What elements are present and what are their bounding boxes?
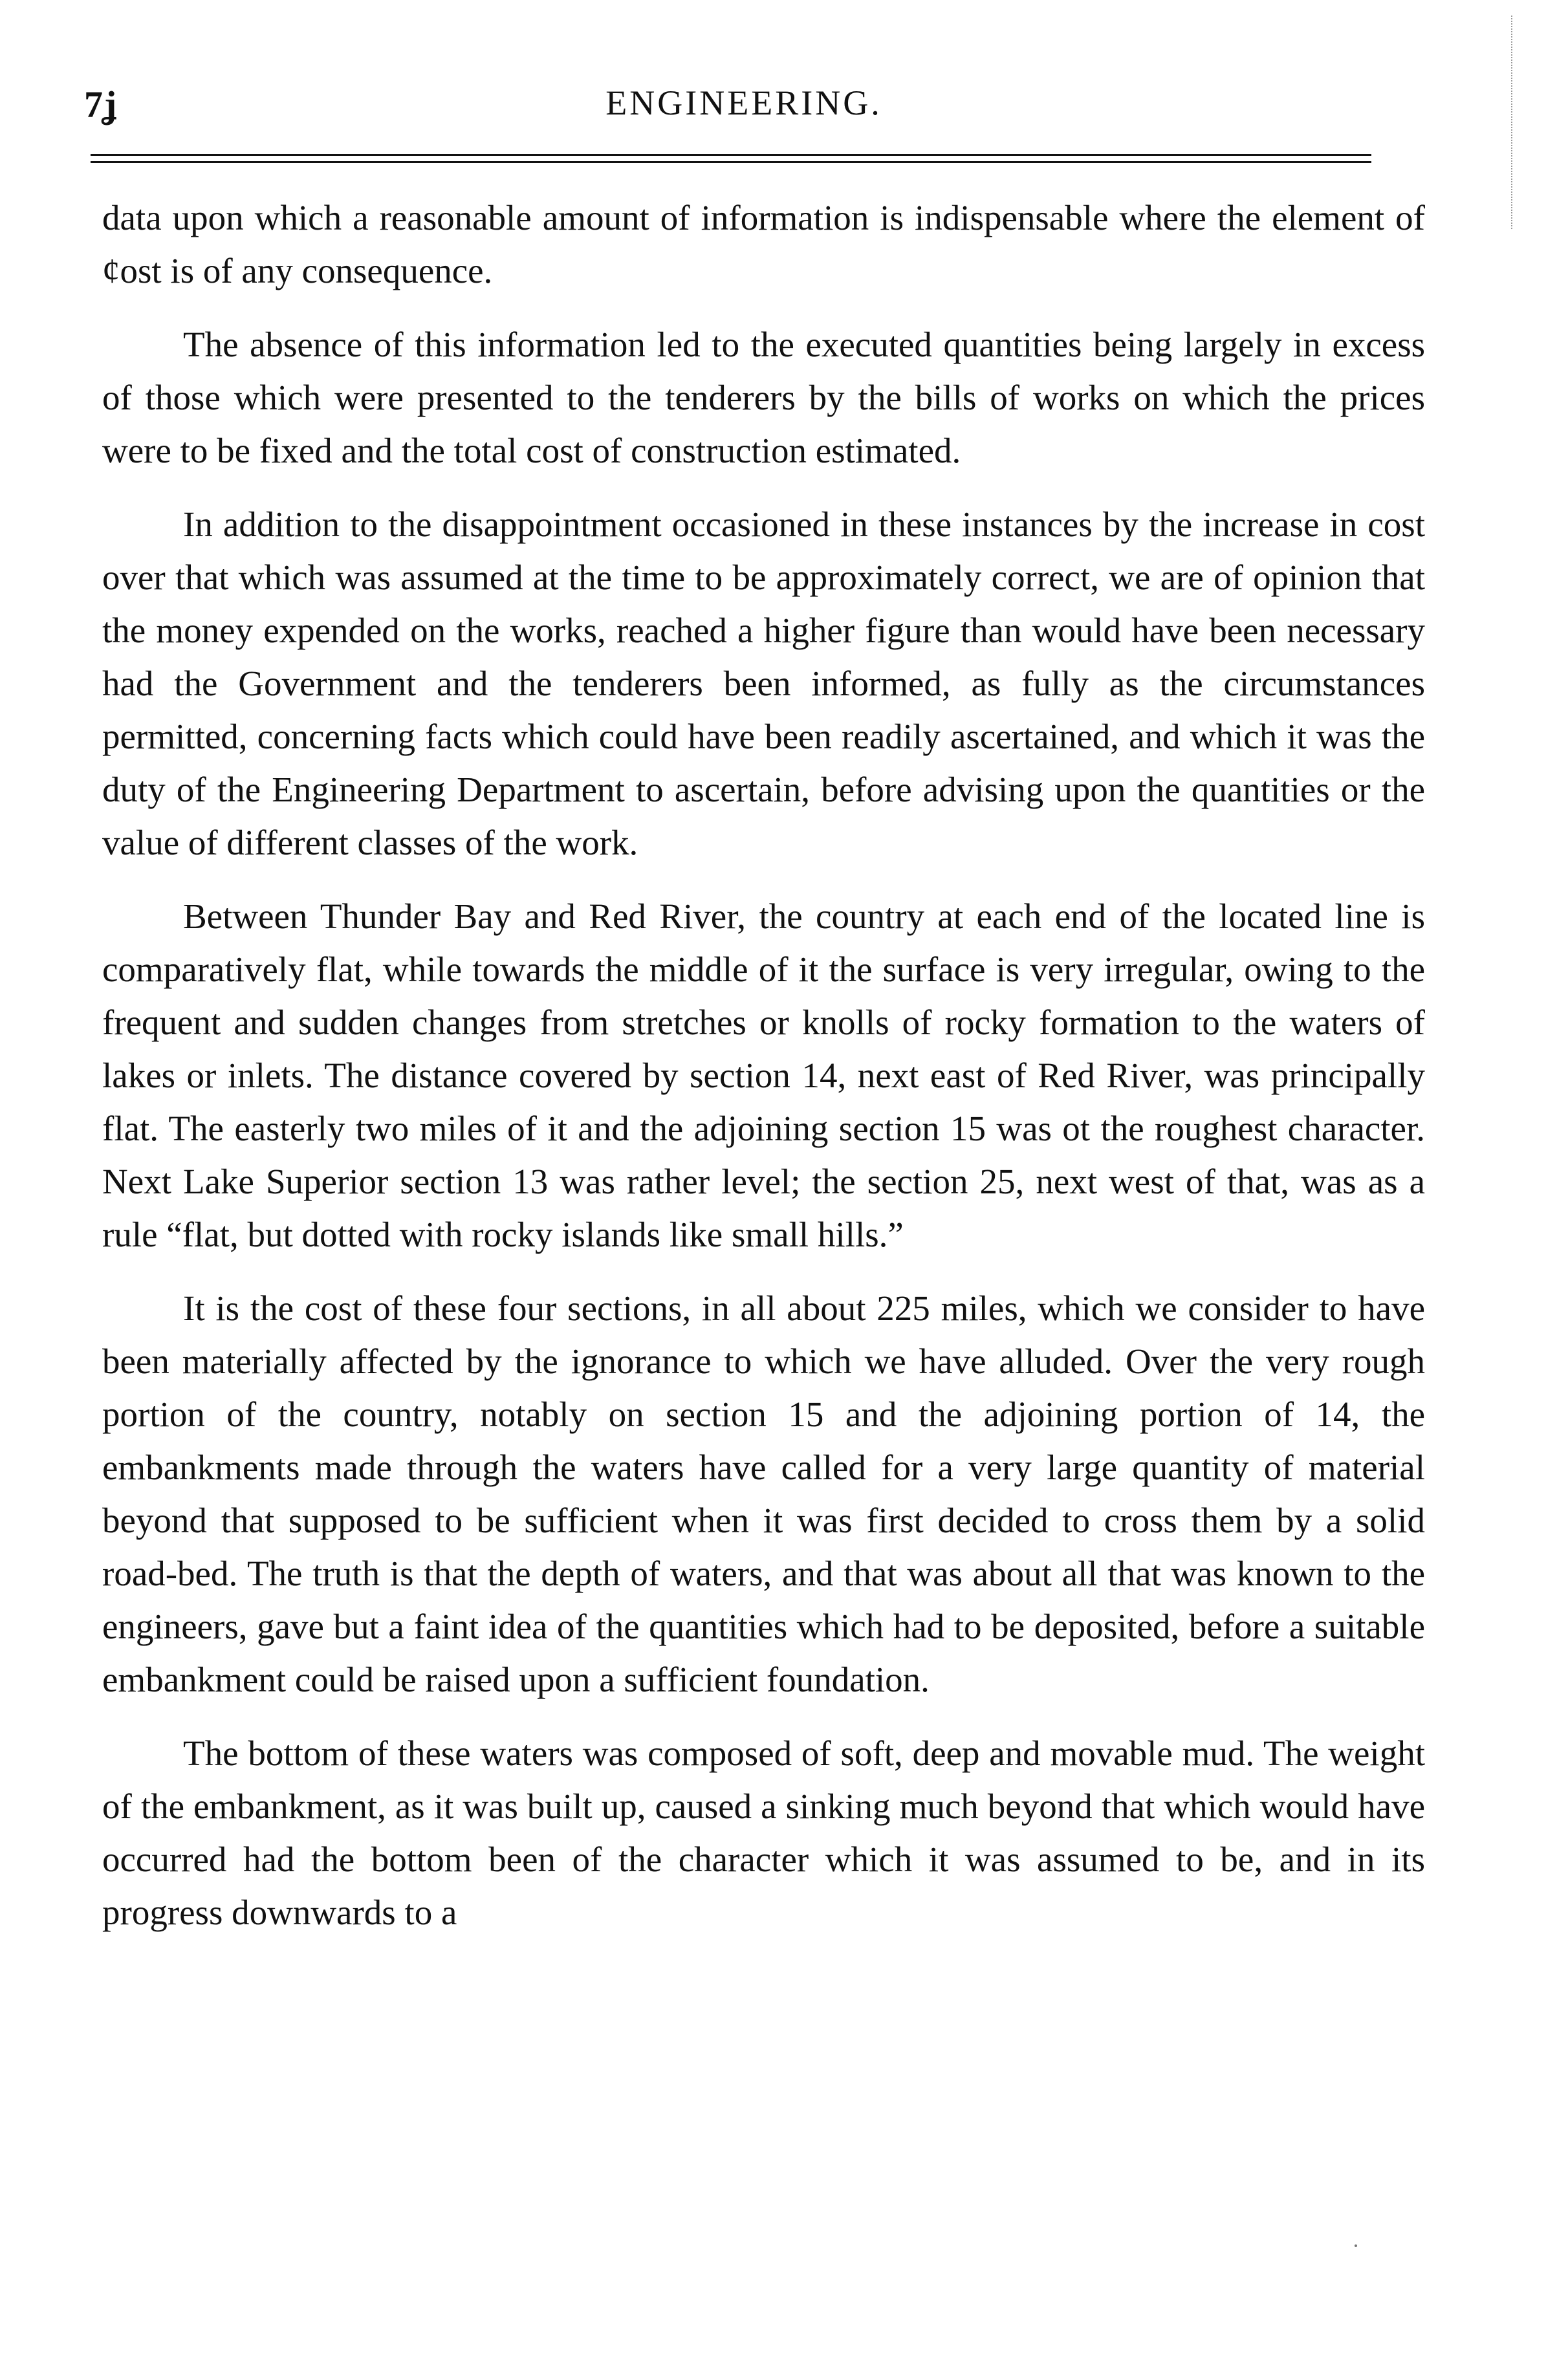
paragraph: Between Thunder Bay and Red River, the country at each end of the located line is comparatively flat, while towards the middle of it the surface is very irregular, owing to the frequent and sudden changes from stretches or knolls of rocky formation to the waters of lakes or inlets. The distance covered by section 14, next east of Red River, was principally flat. The easterly two miles of it and the adjoining section 15 was ot the roughest character. Next Lake Superior section 13 was rather level; the section 25, next west of that, was as a rule “flat, but dotted with rocky islands like small hills.” [102, 896, 1425, 1254]
scan-speck [1355, 2244, 1357, 2247]
scan-edge-mark [1511, 16, 1514, 229]
body-text [102, 191, 1425, 1939]
paragraph: It is the cost of these four sections, in all about 225 miles, which we consider to have been materially affected by the ignorance to which we have alluded. Over the very rough portion of the country, notably on section 15 and the adjoining portion of 14, the embankments made through the waters have called for a very large quantity of material beyond that supposed to be sufficient when it was first decided to cross them by a solid road-bed. The truth is that the depth of waters, and that was about all that was known to the engineers, gave but a faint idea of the quantities which had to be deposited, before a suitable embankment could be raised upon a sufficient foundation. [102, 1288, 1425, 1699]
running-title: ENGINEERING. [605, 83, 882, 122]
paragraph: In addition to the disappointment occasioned in these instances by the increase in cost over that which was assumed at the time to be approximately correct, we are of opinion that the money expended on the works, reached a higher figure than would have been necessary had the Government and the tenderers been informed, as fully as the circumstances permitted, concerning facts which could have been readily ascertained, and which it was the duty of the Engineering Department to ascertain, before advising upon the quantities or the value of different classes of the work. [102, 505, 1425, 862]
header-double-rule [91, 154, 1371, 163]
running-header [84, 83, 1404, 135]
paragraph-continues: The bottom of these waters was composed of soft, deep and movable mud. The weight of the embankment, as it was built up, caused a sinking much beyond that which would have occurred had the bottom been of the character which it was assumed to be, and in its progress downwards to a [102, 1733, 1425, 1932]
paragraph-continued: data upon which a reasonable amount of information is indispensable where the element of ¢ost is of any consequence. [102, 198, 1425, 290]
page-number: 7ʝ [84, 83, 118, 125]
paragraph: The absence of this information led to the executed quantities being largely in excess of those which were presented to the tenderers by the bills of works on which the prices were to be fixed and the total cost of construction estimated. [102, 325, 1425, 470]
